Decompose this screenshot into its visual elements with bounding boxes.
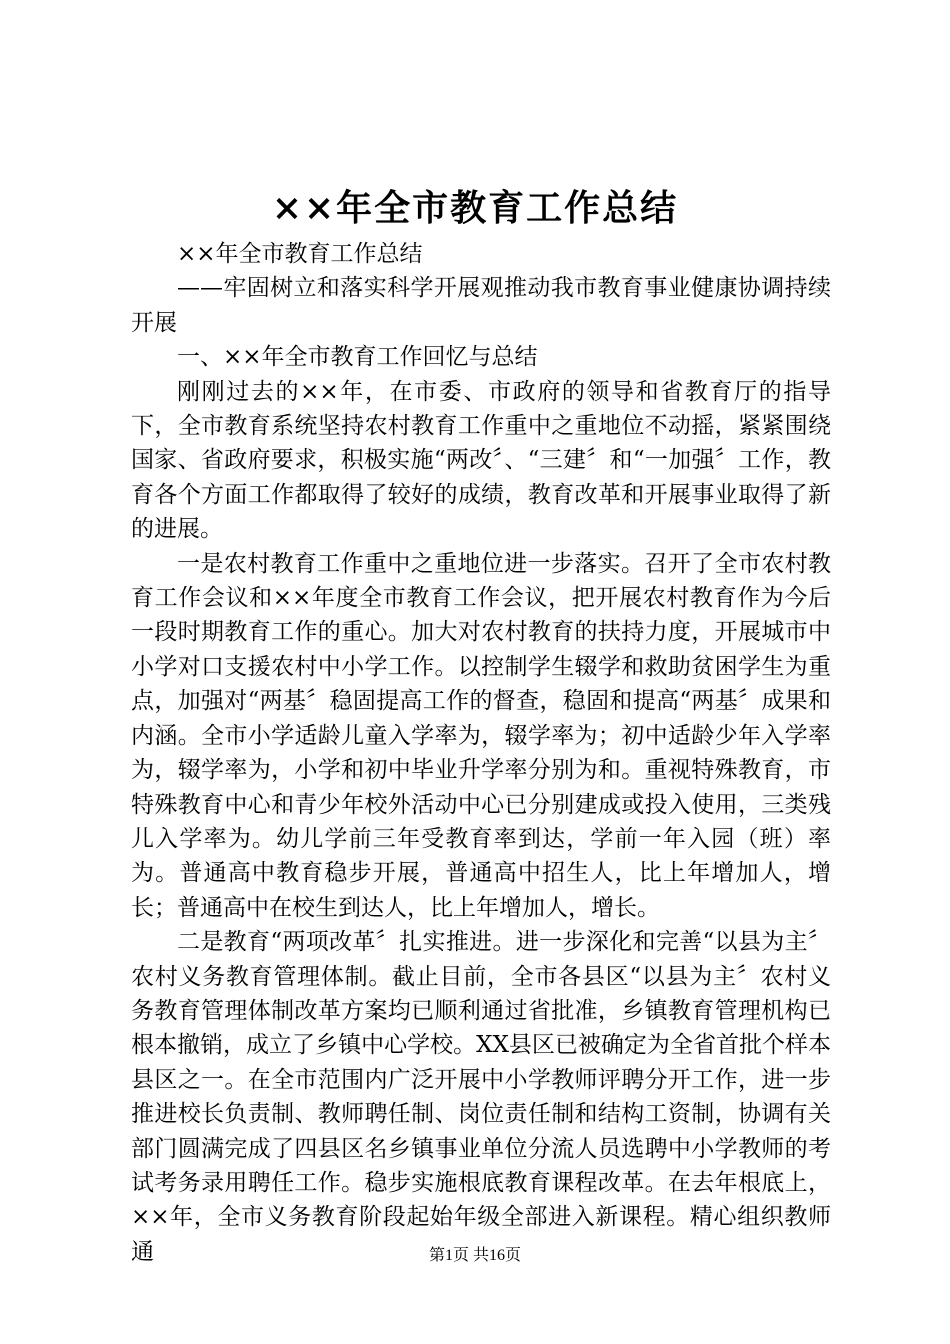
subtitle-line: ××年全市教育工作总结 [177, 241, 423, 267]
body-paragraph: 刚刚过去的××年，在市委、市政府的领导和省教育厅的指导下，全市教育系统坚持农村教育工作重中之重地位不动摇，紧紧围绕国家、省政府要求，积极实施“两改〞、“三建〞和“一加强〞工作，教育各个方面工作都取得了较好的成绩，教育改革和开展事业取得了新的进展。 [131, 378, 831, 543]
subtitle-theme: ——牢固树立和落实科学开展观推动我市教育事业健康协调持续开展 [131, 275, 831, 336]
document-title: ××年全市教育工作总结 [271, 187, 679, 229]
section-heading: 一、××年全市教育工作回忆与总结 [177, 344, 538, 371]
body-paragraph: 二是教育“两项改革〞扎实推进。进一步深化和完善“以县为主〞农村义务教育管理体制。截止目前，全市各县区“以县为主〞农村义务教育管理体制改革方案均已顺利通过省批准，乡镇教育管理机构已根本撤销，成立了乡镇中心学校。XX县区已被确定为全省首批个样本县区之一。在全市范围内广泛开展中小学教师评聘分开工作，进一步推进校长负责制、教师聘任制、岗位责任制和结构工资制，协调有关部门圆满完成了四县区名乡镇事业单位分流人员选聘中小学教师的考试考务录用聘任工作。稳步实施根底教育课程改革。在去年根底上，××年，全市义务教育阶段起始年级全部进入新课程。精心组织教师通 [131, 929, 831, 1265]
body-paragraph: 一是农村教育工作重中之重地位进一步落实。召开了全市农村教育工作会议和××年度全市教育工作会议，把开展农村教育作为今后一段时期教育工作的重心。加大对农村教育的扶持力度，开展城市中小学对口支援农村中小学工作。以控制学生辍学和救助贫困学生为重点，加强对“两基〞稳固提高工作的督查，稳固和提高“两基〞成果和内涵。全市小学适龄儿童入学率为，辍学率为；初中适龄少年入学率为，辍学率为，小学和初中毕业升学率分别为和。重视特殊教育，市特殊教育中心和青少年校外活动中心已分别建成或投入使用，三类残儿入学率为。幼儿学前三年受教育率到达，学前一年入园（班）率为。普通高中教育稳步开展，普通高中招生人，比上年增加人，增长；普通高中在校生到达人，比上年增加人，增长。 [131, 550, 831, 921]
page-footer: 第1页 共16页 [428, 1247, 521, 1264]
document-body [131, 237, 831, 1269]
